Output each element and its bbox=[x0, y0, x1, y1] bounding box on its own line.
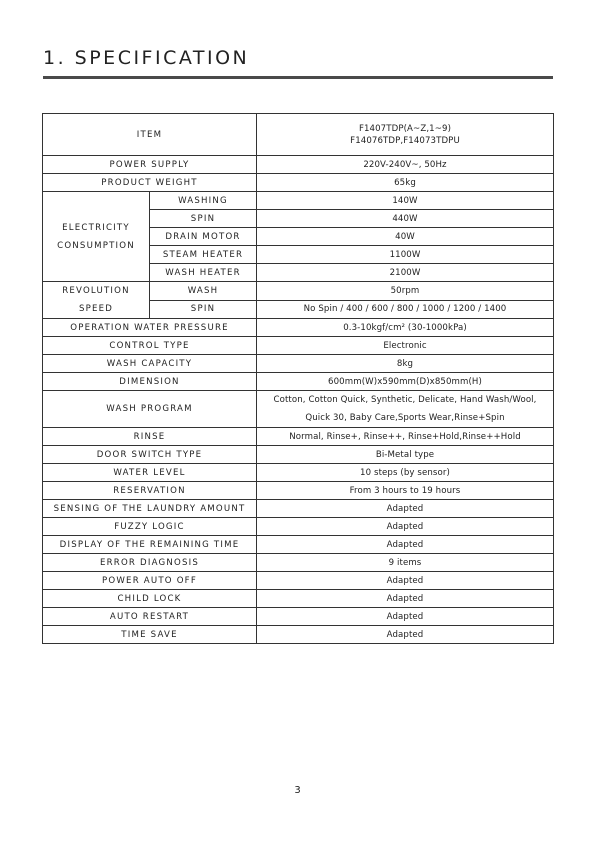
time-save-label: TIME SAVE bbox=[43, 626, 257, 644]
electricity-line-1: ELECTRICITY bbox=[62, 222, 130, 233]
wash-program-label: WASH PROGRAM bbox=[43, 391, 257, 428]
spin-power-value: 440W bbox=[257, 210, 554, 228]
child-lock-value: Adapted bbox=[257, 590, 554, 608]
table-row bbox=[43, 572, 554, 590]
display-remaining-value: Adapted bbox=[257, 536, 554, 554]
wash-program-line-2: Quick 30, Baby Care,Sports Wear,Rinse+Spin bbox=[305, 413, 505, 423]
table-row bbox=[43, 446, 554, 464]
wash-heater-label: WASH HEATER bbox=[150, 264, 257, 282]
reservation-label: RESERVATION bbox=[43, 482, 257, 500]
title-underline bbox=[43, 76, 553, 79]
washing-power-value: 140W bbox=[257, 192, 554, 210]
table-row bbox=[43, 464, 554, 482]
rinse-value: Normal, Rinse+, Rinse++, Rinse+Hold,Rinse++Hold bbox=[257, 428, 554, 446]
washing-power-label: WASHING bbox=[150, 192, 257, 210]
wash-capacity-value: 8kg bbox=[257, 355, 554, 373]
water-level-value: 10 steps (by sensor) bbox=[257, 464, 554, 482]
table-row bbox=[43, 391, 554, 428]
rinse-label: RINSE bbox=[43, 428, 257, 446]
electricity-line-2: CONSUMPTION bbox=[57, 240, 135, 251]
model-line-1: F1407TDP(A~Z,1~9) bbox=[358, 123, 452, 134]
drain-motor-value: 40W bbox=[257, 228, 554, 246]
time-save-value: Adapted bbox=[257, 626, 554, 644]
revolution-speed-group bbox=[43, 282, 150, 319]
table-row bbox=[43, 319, 554, 337]
wash-heater-value: 2100W bbox=[257, 264, 554, 282]
table-row bbox=[43, 590, 554, 608]
table-row bbox=[43, 608, 554, 626]
page-title: 1. SPECIFICATION bbox=[43, 47, 250, 69]
table-row bbox=[43, 192, 554, 210]
spin-speed-value: No Spin / 400 / 600 / 800 / 1000 / 1200 / 1400 bbox=[257, 300, 554, 319]
door-switch-label: DOOR SWITCH TYPE bbox=[43, 446, 257, 464]
header-model-cell bbox=[257, 114, 554, 156]
power-auto-off-value: Adapted bbox=[257, 572, 554, 590]
door-switch-value: Bi-Metal type bbox=[257, 446, 554, 464]
fuzzy-logic-value: Adapted bbox=[257, 518, 554, 536]
error-diagnosis-label: ERROR DIAGNOSIS bbox=[43, 554, 257, 572]
table-row bbox=[43, 373, 554, 391]
water-level-label: WATER LEVEL bbox=[43, 464, 257, 482]
wash-program-line-1: Cotton, Cotton Quick, Synthetic, Delicate, Hand Wash/Wool, bbox=[273, 395, 537, 405]
spin-power-label: SPIN bbox=[150, 210, 257, 228]
dimension-label: DIMENSION bbox=[43, 373, 257, 391]
wash-capacity-label: WASH CAPACITY bbox=[43, 355, 257, 373]
control-type-value: Electronic bbox=[257, 337, 554, 355]
page-number: 3 bbox=[294, 785, 301, 796]
revolution-line-2: SPEED bbox=[78, 304, 114, 314]
display-remaining-label: DISPLAY OF THE REMAINING TIME bbox=[43, 536, 257, 554]
table-row bbox=[43, 518, 554, 536]
table-row bbox=[43, 554, 554, 572]
specification-table bbox=[42, 113, 554, 644]
wash-speed-value: 50rpm bbox=[257, 282, 554, 301]
control-type-label: CONTROL TYPE bbox=[43, 337, 257, 355]
child-lock-label: CHILD LOCK bbox=[43, 590, 257, 608]
reservation-value: From 3 hours to 19 hours bbox=[257, 482, 554, 500]
table-row bbox=[43, 536, 554, 554]
steam-heater-value: 1100W bbox=[257, 246, 554, 264]
table-row bbox=[43, 355, 554, 373]
power-supply-value: 220V-240V~, 50Hz bbox=[257, 156, 554, 174]
table-row bbox=[43, 337, 554, 355]
sensing-laundry-value: Adapted bbox=[257, 500, 554, 518]
table-row bbox=[43, 282, 554, 301]
table-row bbox=[43, 174, 554, 192]
revolution-line-1: REVOLUTION bbox=[62, 286, 130, 296]
dimension-value: 600mm(W)x590mm(D)x850mm(H) bbox=[257, 373, 554, 391]
power-auto-off-label: POWER AUTO OFF bbox=[43, 572, 257, 590]
table-row bbox=[43, 482, 554, 500]
auto-restart-label: AUTO RESTART bbox=[43, 608, 257, 626]
steam-heater-label: STEAM HEATER bbox=[150, 246, 257, 264]
table-row bbox=[43, 500, 554, 518]
wash-program-value bbox=[257, 391, 554, 428]
power-supply-label: POWER SUPPLY bbox=[43, 156, 257, 174]
fuzzy-logic-label: FUZZY LOGIC bbox=[43, 518, 257, 536]
auto-restart-value: Adapted bbox=[257, 608, 554, 626]
water-pressure-label: OPERATION WATER PRESSURE bbox=[43, 319, 257, 337]
table-row bbox=[43, 156, 554, 174]
error-diagnosis-value: 9 items bbox=[257, 554, 554, 572]
table-header-row bbox=[43, 114, 554, 156]
electricity-consumption-group bbox=[43, 192, 150, 282]
header-item-cell: ITEM bbox=[43, 114, 257, 156]
table-row bbox=[43, 428, 554, 446]
water-pressure-value: 0.3-10kgf/cm² (30-1000kPa) bbox=[257, 319, 554, 337]
spin-speed-label: SPIN bbox=[150, 300, 257, 319]
table-row bbox=[43, 626, 554, 644]
sensing-laundry-label: SENSING OF THE LAUNDRY AMOUNT bbox=[43, 500, 257, 518]
drain-motor-label: DRAIN MOTOR bbox=[150, 228, 257, 246]
wash-speed-label: WASH bbox=[150, 282, 257, 301]
product-weight-label: PRODUCT WEIGHT bbox=[43, 174, 257, 192]
model-line-2: F14076TDP,F14073TDPU bbox=[350, 135, 460, 146]
product-weight-value: 65kg bbox=[257, 174, 554, 192]
